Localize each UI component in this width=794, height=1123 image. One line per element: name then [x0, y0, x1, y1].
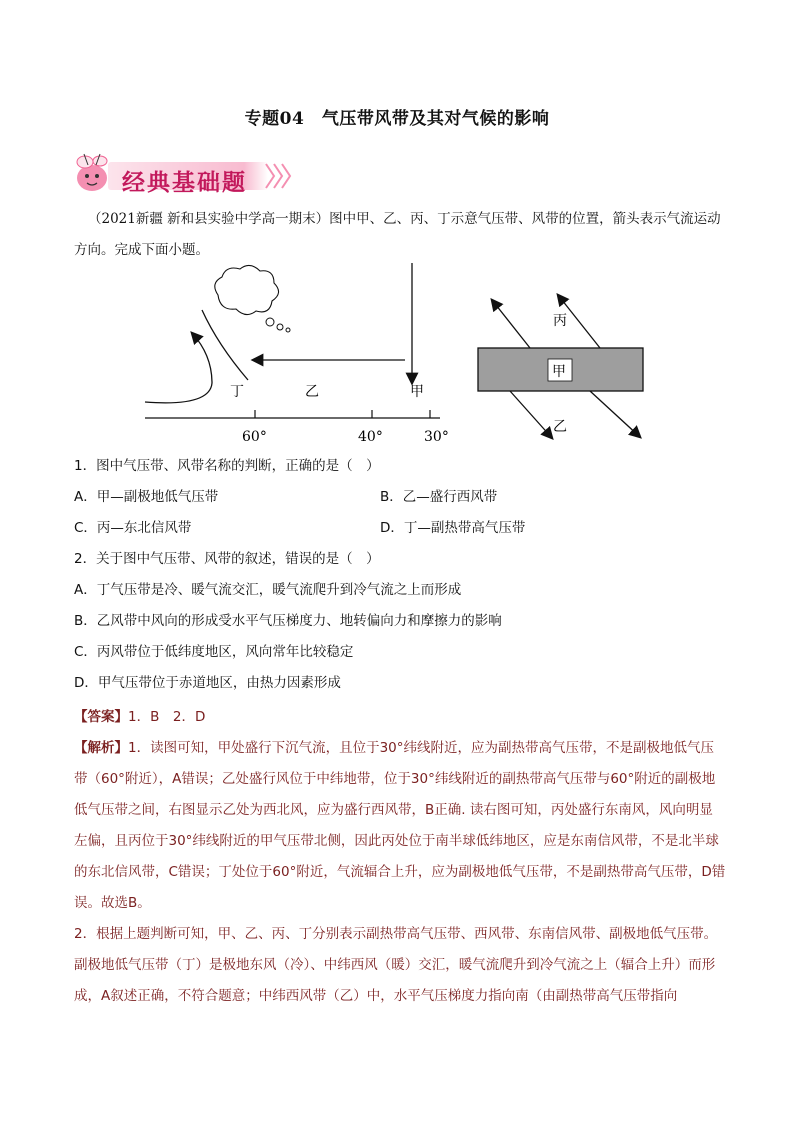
question-intro: （2021新疆 新和县实验中学高一期末）图中甲、乙、丙、丁示意气压带、风带的位置，箭头表示气流运动方向。完成下面小题。 — [74, 211, 721, 258]
analysis-p1-text: 1．读图可知，甲处盛行下沉气流，且位于30°纬线附近，应为副热带高气压带，不是副极地低气压带（60°附近），A错误；乙处盛行风位于中纬地带，位于30°纬线附近的副热带高气压带与60°附近的副极地低气压带之间，右图显示乙处为西北风，应为盛行西风带，B正确. 读右图可知，丙处盛行东南风，风向明显左偏，且丙位于30°纬线附近的甲气压带北侧，因此丙处位于南半球低纬地区，应是东南信风带，不是北半球的东北信风带，C错误；丁处位于60°附近，气流辐合上升，应为副极地低气压带，不是副热带高气压带，D错误。故选B。 — [74, 740, 726, 911]
answer-analysis — [74, 702, 726, 1012]
q1-option-b: B．乙—盛行西风带 — [380, 489, 498, 505]
tick-30: 30° — [424, 429, 449, 445]
answer-line — [74, 702, 726, 733]
q2-option-a: A．丁气压带是冷、暖气流交汇，暖气流爬升到冷气流之上而形成 — [74, 582, 462, 598]
banner-label: 经典基础题 — [122, 170, 247, 196]
q2-option-c: C．丙风带位于低纬度地区，风向常年比较稳定 — [74, 644, 354, 660]
pressure-belt-diagram — [100, 255, 660, 450]
analysis-p1 — [74, 733, 726, 919]
q1-stem: 1．图中气压带、风带名称的判断，正确的是（ ） — [74, 458, 380, 474]
right-label-yi: 乙 — [553, 419, 567, 435]
left-label-yi: 乙 — [305, 384, 319, 400]
analysis-p2: 2．根据上题判断可知，甲、乙、丙、丁分别表示副热带高气压带、西风带、东南信风带、副极地低气压带。副极地低气压带（丁）是极地东风（冷）、中纬西风（暖）交汇，暖气流爬升到冷气流之上（辐合上升）而形成，A叙述正确，不符合题意；中纬西风带（乙）中，水平气压梯度力指向南（由副热带高气压带指向 — [74, 926, 718, 1004]
analysis-tag: 【解析】 — [74, 740, 128, 756]
q1-option-d: D．丁—副热带高气压带 — [380, 520, 526, 536]
answer-text: 1．B 2．D — [128, 709, 206, 725]
left-label-ding: 丁 — [230, 384, 244, 400]
left-label-jia: 甲 — [410, 384, 424, 400]
q1-option-c: C．丙—东北信风带 — [74, 520, 192, 536]
tick-60: 60° — [242, 429, 267, 445]
left-diagram — [145, 263, 449, 445]
tick-40: 40° — [358, 429, 383, 445]
right-label-bing: 丙 — [553, 313, 567, 329]
answer-tag: 【答案】 — [74, 709, 128, 725]
q2-stem: 2．关于图中气压带、风带的叙述，错误的是（ ） — [74, 551, 380, 567]
q2-option-b: B．乙风带中风向的形成受水平气压梯度力、地转偏向力和摩擦力的影响 — [74, 613, 502, 629]
q2-option-d: D．甲气压带位于赤道地区，由热力因素形成 — [74, 675, 341, 691]
q1-option-a: A．甲—副极地低气压带 — [74, 489, 219, 505]
page-title: 专题04 气压带风带及其对气候的影响 — [244, 109, 550, 129]
bee-icon — [77, 154, 107, 191]
right-label-jia: 甲 — [552, 364, 566, 380]
right-diagram — [478, 295, 643, 438]
cloud-icon — [215, 265, 279, 314]
